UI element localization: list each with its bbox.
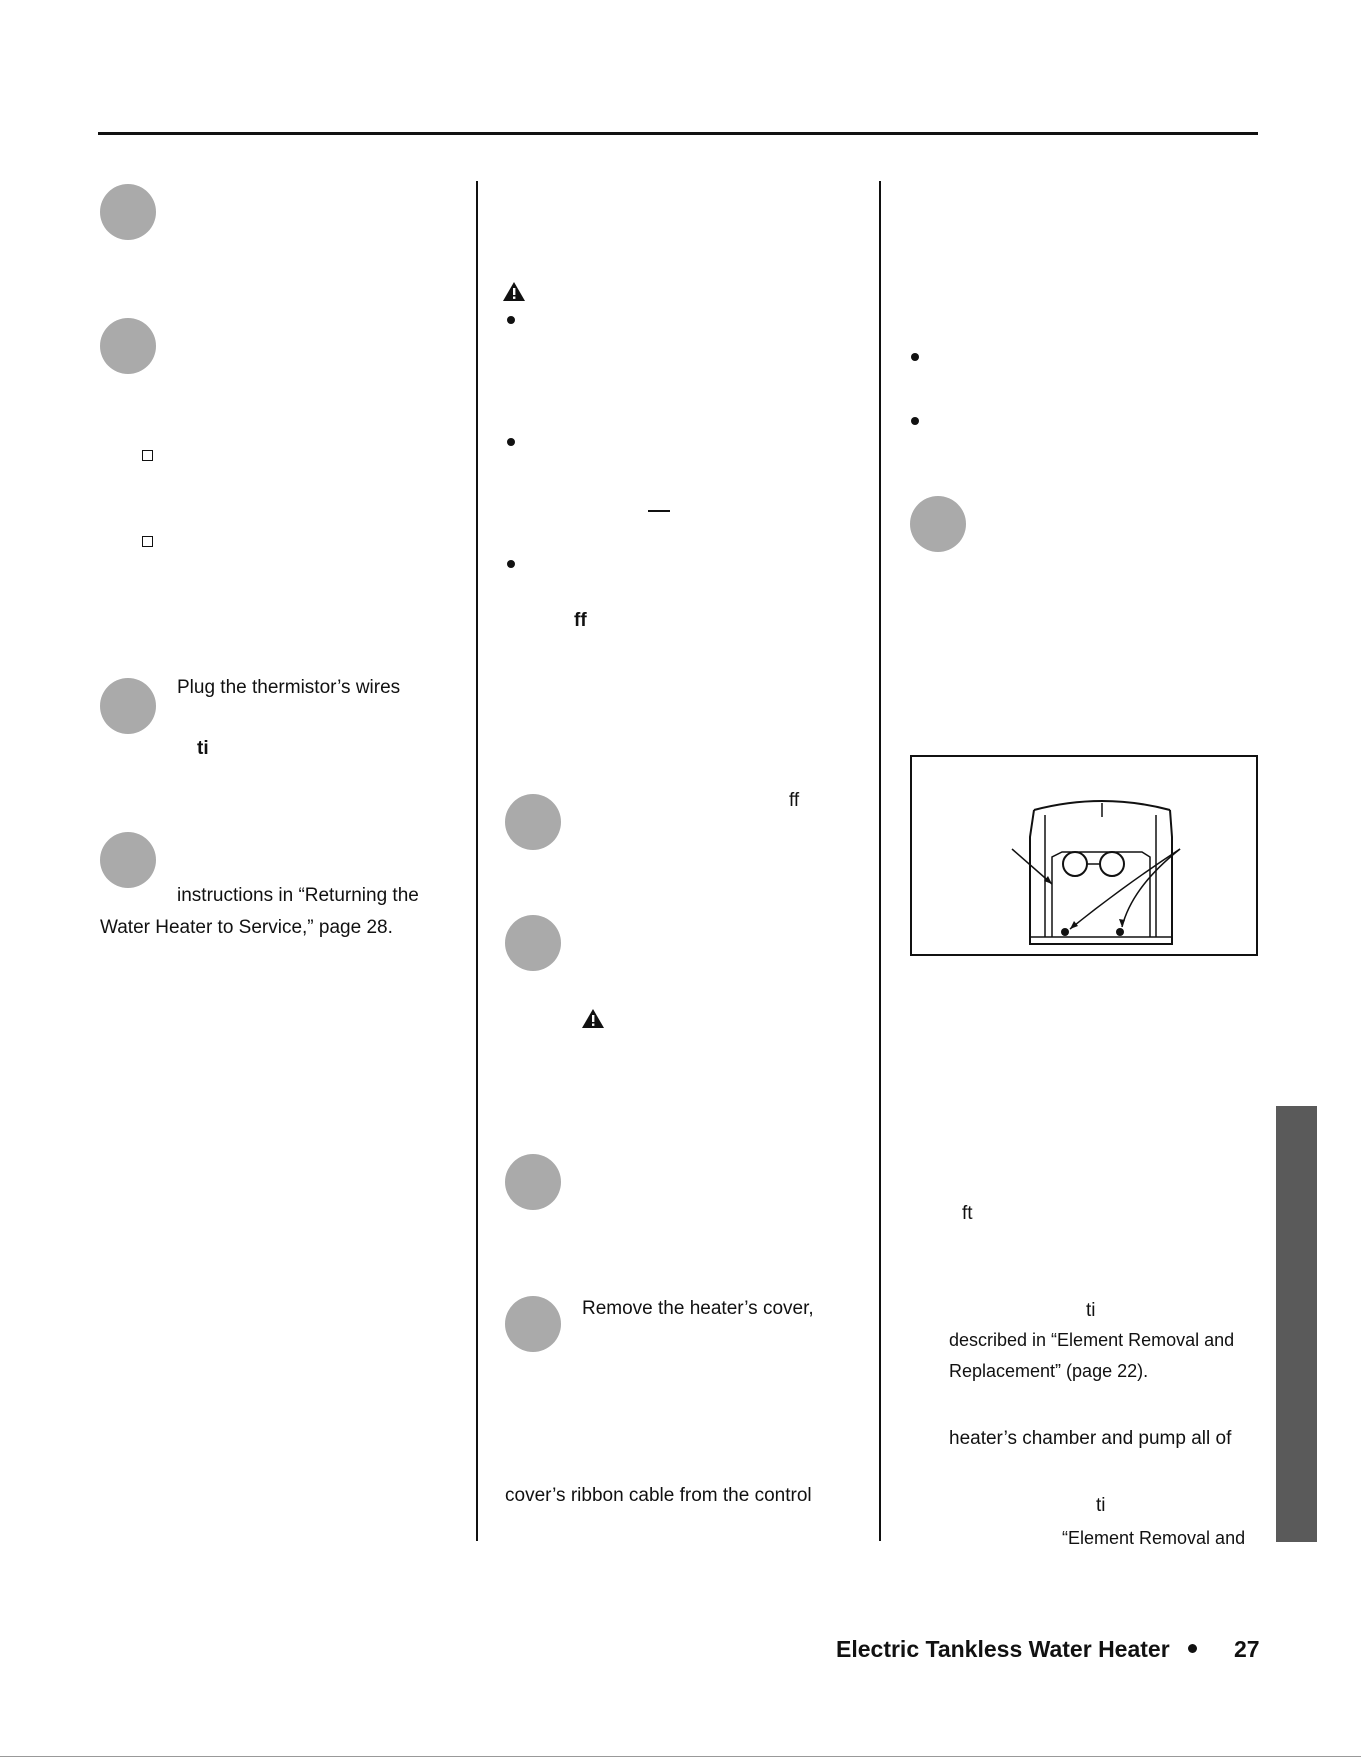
header-rule xyxy=(98,132,1258,135)
warning-triangle-icon xyxy=(503,282,525,301)
body-text-line: heater’s chamber and pump all of xyxy=(949,1428,1232,1449)
bullet-dot xyxy=(911,417,919,425)
step-circle-3 xyxy=(505,1154,561,1210)
step-3-text: Plug the thermistor’s wires xyxy=(177,677,401,698)
page-bottom-edge xyxy=(0,1756,1361,1757)
ligature-fragment: ti xyxy=(1086,1300,1096,1321)
page-number: 27 xyxy=(1234,1636,1260,1662)
ligature-fragment: ff xyxy=(574,610,587,631)
step-4-text-line2: Water Heater to Service,” page 28. xyxy=(100,917,393,938)
figure-frame xyxy=(910,755,1258,956)
step-circle-2 xyxy=(100,318,156,374)
body-text-line: “Element Removal and xyxy=(1062,1528,1246,1548)
ligature-fragment: ti xyxy=(1096,1495,1106,1516)
step-circle-1 xyxy=(100,184,156,240)
footer-title: Electric Tankless Water Heater xyxy=(836,1636,1170,1662)
heater-chamber-diagram xyxy=(912,757,1256,954)
bullet-dot xyxy=(507,316,515,324)
ligature-fragment: ti xyxy=(197,738,209,759)
footer-separator-dot xyxy=(1188,1644,1197,1653)
body-text-line: Replacement” (page 22). xyxy=(949,1361,1149,1381)
bullet-dot xyxy=(507,438,515,446)
checkbox-item-1 xyxy=(142,450,153,461)
step-circle-4 xyxy=(100,832,156,888)
column-divider-1 xyxy=(476,181,478,1541)
column-divider-2 xyxy=(879,181,881,1541)
step-circle-3 xyxy=(100,678,156,734)
warning-triangle-icon xyxy=(582,1009,604,1028)
step-circle-2 xyxy=(505,915,561,971)
ligature-fragment: ft xyxy=(962,1203,973,1224)
body-text-line: described in “Element Removal and xyxy=(949,1330,1235,1350)
section-side-tab xyxy=(1276,1106,1317,1542)
underline-dash xyxy=(648,510,670,512)
body-text-line: cover’s ribbon cable from the control xyxy=(505,1485,812,1506)
step-4-text: Remove the heater’s cover, xyxy=(582,1298,814,1319)
bullet-dot xyxy=(911,353,919,361)
step-circle xyxy=(910,496,966,552)
step-4-text-line1: instructions in “Returning the xyxy=(177,885,419,906)
bullet-dot xyxy=(507,560,515,568)
checkbox-item-2 xyxy=(142,536,153,547)
step-circle-4 xyxy=(505,1296,561,1352)
ligature-fragment: ff xyxy=(789,790,800,811)
step-circle-1 xyxy=(505,794,561,850)
